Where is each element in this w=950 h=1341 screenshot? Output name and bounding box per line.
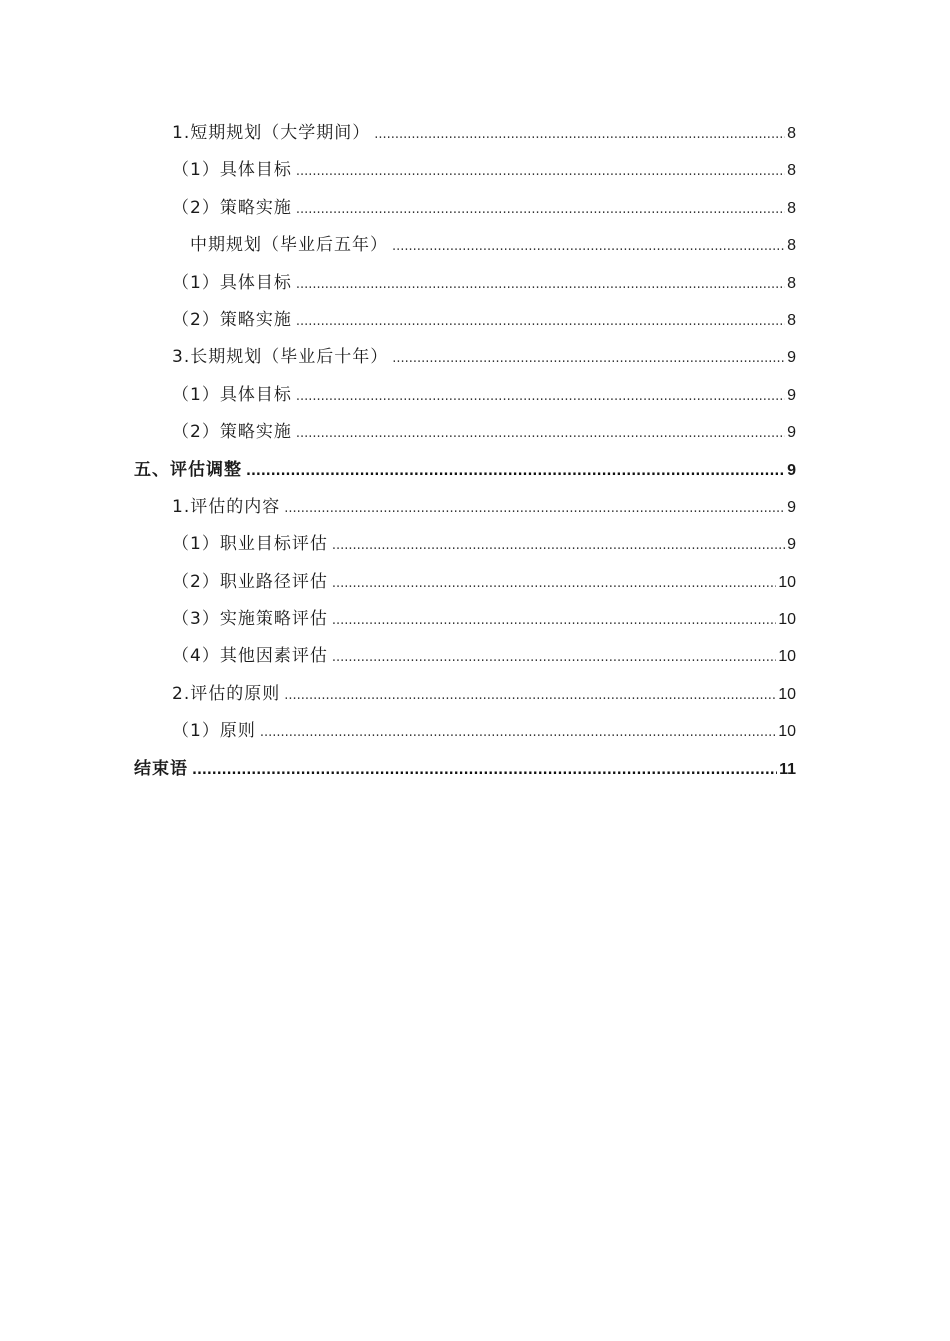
toc-entry-label: 1.评估的内容 [172, 496, 281, 517]
toc-leader-dots [392, 351, 785, 366]
toc-entry-label: （1）原则 [172, 721, 256, 742]
toc-page-number: 8 [787, 311, 796, 329]
toc-page-number: 9 [787, 424, 796, 442]
toc-page-number: 10 [778, 573, 796, 591]
toc-entry-label: （2）策略实施 [172, 309, 292, 330]
toc-entry-label: 五、评估调整 [134, 459, 242, 480]
toc-section-entry[interactable] [134, 754, 796, 791]
toc-entry[interactable] [134, 492, 796, 529]
toc-leader-dots [296, 426, 785, 441]
toc-entry[interactable] [134, 118, 796, 155]
toc-entry[interactable] [134, 380, 796, 417]
toc-entry-label: （4）其他因素评估 [172, 646, 328, 667]
toc-page-number: 11 [779, 760, 796, 778]
toc-page-number: 9 [787, 498, 796, 516]
toc-entry[interactable] [134, 679, 796, 716]
toc-leader-dots [332, 650, 776, 665]
toc-entry[interactable] [134, 529, 796, 566]
toc-entry-label: 结束语 [134, 758, 188, 779]
toc-leader-dots [284, 688, 776, 703]
toc-entry-label: 2.评估的原则 [172, 683, 281, 704]
toc-page-number: 8 [787, 125, 796, 142]
toc-leader-dots [374, 127, 785, 142]
toc-page-number: 10 [778, 685, 796, 703]
toc-entry-label: （1）具体目标 [172, 384, 292, 405]
toc-leader-dots [260, 725, 776, 740]
toc-entry[interactable] [134, 604, 796, 641]
toc-leader-dots [296, 314, 785, 329]
toc-entry[interactable] [134, 716, 796, 753]
toc-entry-label: （1）职业目标评估 [172, 534, 328, 555]
toc-page-number: 8 [787, 274, 796, 292]
toc-leader-dots [192, 763, 777, 778]
toc-page-number: 8 [787, 162, 796, 180]
toc-entry-label: （1）具体目标 [172, 160, 292, 181]
toc-entry-label: 中期规划（毕业后五年） [190, 235, 388, 256]
toc-entry-label: （2）策略实施 [172, 422, 292, 443]
toc-entry[interactable] [134, 567, 796, 604]
table-of-contents [134, 118, 796, 791]
toc-page-number: 8 [787, 199, 796, 217]
toc-entry-label: （2）职业路径评估 [172, 571, 328, 592]
toc-page-number: 9 [787, 461, 796, 479]
toc-entry[interactable] [134, 268, 796, 305]
toc-page-number: 8 [787, 237, 796, 255]
toc-leader-dots [246, 464, 785, 479]
toc-entry[interactable] [134, 641, 796, 678]
toc-entry-label: （3）实施策略评估 [172, 609, 328, 630]
toc-leader-dots [296, 164, 785, 179]
toc-leader-dots [332, 613, 776, 628]
toc-page-number: 9 [787, 386, 796, 404]
toc-page-number: 9 [787, 349, 796, 367]
toc-page-number: 9 [787, 536, 796, 554]
toc-leader-dots [332, 576, 776, 591]
toc-leader-dots [296, 277, 785, 292]
toc-section-entry[interactable] [134, 455, 796, 492]
toc-entry[interactable] [134, 155, 796, 192]
toc-entry[interactable] [134, 305, 796, 342]
toc-leader-dots [392, 239, 785, 254]
toc-entry-label: 3.长期规划（毕业后十年） [172, 347, 389, 368]
toc-entry-label: （1）具体目标 [172, 272, 292, 293]
toc-entry[interactable] [134, 342, 796, 379]
toc-entry[interactable] [134, 193, 796, 230]
toc-entry-label: （2）策略实施 [172, 197, 292, 218]
toc-leader-dots [296, 202, 785, 217]
toc-page-number: 10 [778, 648, 796, 666]
toc-entry[interactable] [134, 417, 796, 454]
toc-entry[interactable] [134, 230, 796, 267]
toc-entry-label: 1.短期规划（大学期间） [172, 123, 371, 143]
toc-leader-dots [296, 389, 785, 404]
toc-page-number: 10 [778, 611, 796, 629]
toc-page-number: 10 [778, 723, 796, 741]
toc-leader-dots [284, 501, 785, 516]
toc-leader-dots [332, 538, 785, 553]
